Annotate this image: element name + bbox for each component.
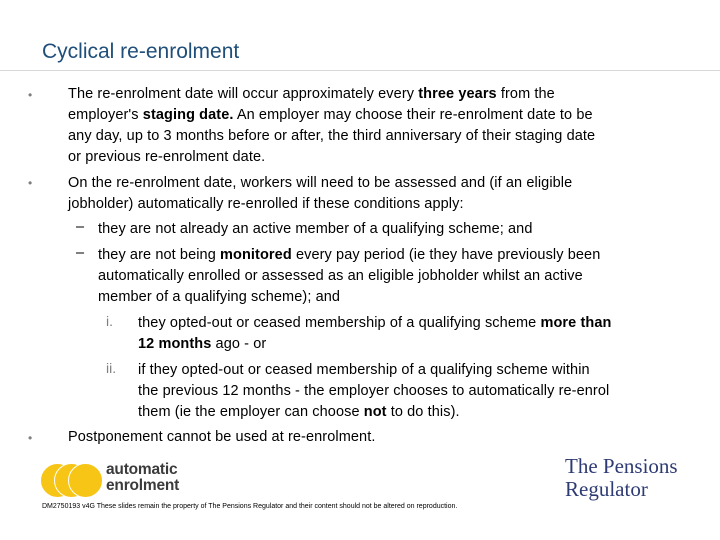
- slide-title: Cyclical re-enrolment: [42, 40, 240, 63]
- bullet-1-line-2: employer's staging date. An employer may choose their re-enrolment date to be: [68, 107, 593, 123]
- logo-circle-icon: [68, 463, 103, 498]
- roman-ii-line-3: them (ie the employer can choose not to do this).: [138, 404, 460, 420]
- bullet-marker: •: [28, 88, 33, 102]
- title-divider: [0, 70, 720, 71]
- bullet-1-line-3: any day, up to 3 months before or after, the third anniversary of their staging date: [68, 128, 596, 144]
- bullet-3-line-1: Postponement cannot be used at re-enrolment.: [68, 429, 376, 445]
- footer-disclaimer: DM2750193 v4G These slides remain the property of The Pensions Regulator and their content should not be altered on reproduction.: [42, 503, 458, 510]
- sub-2-line-1: they are not being monitored every pay period (ie they have previously been: [98, 247, 601, 263]
- roman-i-line-1: they opted-out or ceased membership of a qualifying scheme more than: [138, 315, 612, 331]
- automatic-enrolment-wordmark: automatic enrolment: [106, 461, 180, 494]
- bullet-1-line-4: or previous re-enrolment date.: [68, 149, 266, 165]
- dash-marker: –: [76, 219, 85, 235]
- bullet-1-line-1: The re-enrolment date will occur approximately every three years from the: [68, 86, 555, 102]
- pensions-regulator-logo: The Pensions Regulator: [565, 454, 678, 501]
- sub-2-line-2: automatically enrolled or assessed as an eligible jobholder whilst an active: [98, 268, 583, 284]
- automatic-enrolment-logo: [40, 460, 190, 500]
- sub-1-line-1: they are not already an active member of a qualifying scheme; and: [98, 221, 533, 237]
- bullet-2-line-1: On the re-enrolment date, workers will need to be assessed and (if an eligible: [68, 175, 573, 191]
- sub-2-line-3: member of a qualifying scheme); and: [98, 289, 341, 305]
- roman-numeral-ii: ii.: [106, 360, 117, 376]
- bullet-marker: •: [28, 176, 33, 190]
- dash-marker: –: [76, 245, 85, 261]
- roman-ii-line-1: if they opted-out or ceased membership of a qualifying scheme within: [138, 362, 590, 378]
- bullet-marker: •: [28, 431, 33, 445]
- roman-ii-line-2: the previous 12 months - the employer chooses to automatically re-enrol: [138, 383, 610, 399]
- roman-numeral-i: i.: [106, 313, 113, 329]
- roman-i-line-2: 12 months ago - or: [138, 336, 267, 352]
- bullet-2-line-2: jobholder) automatically re-enrolled if these conditions apply:: [68, 196, 464, 212]
